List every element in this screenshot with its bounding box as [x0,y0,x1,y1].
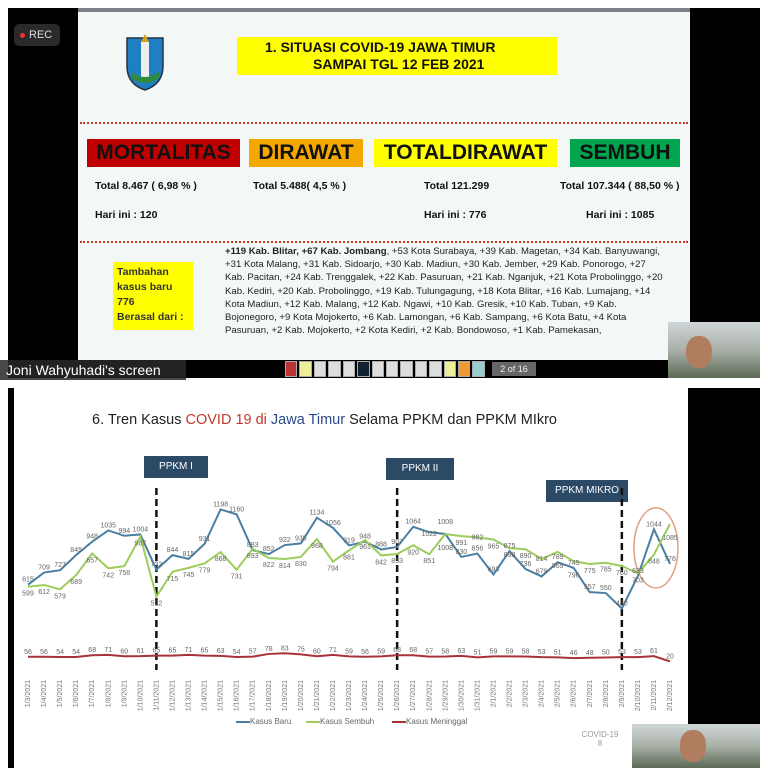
category-dirawat: DIRAWAT [249,139,363,167]
data-label: 54 [56,649,64,657]
x-tick-label: 1/11/2021 [153,680,161,711]
data-label: 75 [296,646,305,654]
data-label: 53 [537,649,546,657]
x-tick-label: 2/7/2021 [586,680,594,708]
data-label: 53 [617,649,626,657]
x-tick-label: 2/10/2021 [634,680,642,712]
data-label: 968 [311,543,323,551]
data-label: 56 [40,648,48,656]
x-tick-label: 1/16/2021 [233,680,241,712]
data-label: 875 [503,543,516,551]
slide-thumbnail[interactable] [328,361,340,377]
divider [80,122,688,124]
data-label: 844 [166,547,179,555]
x-tick-label: 1/9/2021 [121,680,129,708]
x-tick-label: 1/22/2021 [329,680,337,712]
slide-thumbnail[interactable] [386,361,398,377]
category-totaldirawat: TOTALDIRAWAT [374,139,557,167]
x-tick-label: 1/6/2021 [73,680,81,708]
data-label: 883 [246,542,259,550]
x-tick-label: 1/10/2021 [137,680,145,712]
jatim-logo-icon [123,32,167,92]
x-tick-label: 2/6/2021 [570,680,578,708]
data-label: 579 [54,593,66,601]
x-tick-label: 1/31/2021 [474,680,482,712]
data-label: 1022 [421,531,438,539]
data-label: 982 [471,534,484,542]
x-tick-label: 1/3/2021 [25,680,32,708]
slide-thumbnail[interactable] [429,361,441,377]
data-label: 742 [102,572,115,580]
data-label: 83 [280,645,289,653]
data-label: 890 [519,553,532,561]
data-label: 856 [471,545,484,553]
x-tick-label: 1/24/2021 [362,680,370,712]
data-label: 852 [262,546,275,554]
x-tick-label: 1/28/2021 [426,680,434,712]
data-label: 898 [503,552,516,560]
data-label: 60 [313,648,321,656]
data-label: 65 [152,647,161,655]
slide-thumbnail[interactable] [285,361,297,377]
data-label: 1064 [405,518,421,526]
data-label: 703 [632,577,644,585]
data-label: 814 [535,555,548,563]
chart-title: 6. Tren Kasus COVID 19 di Jawa Timur Selama PPKM dan PPKM MIkro [92,412,557,428]
data-label: 430 [616,600,628,608]
data-label: 1198 [213,501,229,509]
category-sembuh: SEMBUH [570,139,680,167]
slide-thumbnail-strip[interactable] [285,361,485,377]
x-tick-label: 1/21/2021 [313,680,321,712]
data-label: 732 [150,561,163,569]
data-label: 848 [648,558,660,566]
data-label: 68 [393,647,402,655]
data-label: 57 [425,648,434,656]
x-tick-label: 1/29/2021 [442,680,450,712]
data-label: 888 [375,541,387,549]
data-label: 857 [86,557,99,565]
data-label: 715 [166,575,179,583]
data-label: 931 [198,535,211,543]
x-tick-label: 1/17/2021 [249,680,257,712]
data-label: 948 [86,533,99,541]
highlight-ellipse [634,508,678,588]
x-tick-label: 2/5/2021 [554,680,562,708]
x-tick-label: 1/5/2021 [57,680,65,708]
x-tick-label: 1/7/2021 [89,680,97,708]
data-label: 776 [664,555,676,563]
data-label: 987 [134,540,147,548]
data-label: 54 [232,649,241,657]
x-tick-label: 1/25/2021 [378,680,386,712]
webcam-video [668,322,760,378]
data-label: 51 [473,649,482,657]
data-label: 63 [457,647,466,655]
data-label: 59 [489,648,498,656]
data-label: 59 [377,648,385,656]
data-label: 78 [264,645,273,653]
data-label: 709 [38,564,50,572]
data-label: 53 [634,649,642,657]
data-label: 814 [278,562,291,570]
data-label: 853 [391,557,403,565]
x-tick-label: 1/20/2021 [297,680,305,712]
data-label: 59 [345,648,353,656]
data-label: 599 [22,590,34,598]
data-label: 991 [455,540,468,548]
totaldirawat-today: Hari ini : 776 [424,209,487,221]
data-label: 56 [24,648,32,656]
data-label: 63 [216,647,225,655]
data-label: 557 [583,584,596,592]
x-tick-label: 1/30/2021 [458,680,466,712]
x-tick-label: 1/12/2021 [169,680,177,712]
data-label: 683 [632,567,644,575]
data-label: 56 [361,648,369,656]
x-tick-label: 1/23/2021 [346,680,353,712]
x-tick-label: 2/4/2021 [538,680,546,708]
data-label: 919 [343,537,355,545]
data-label: 736 [519,561,532,569]
data-label: 1008 [437,544,454,552]
slide-footer: COVID-19 8 [581,730,619,748]
x-tick-label: 1/26/2021 [394,680,402,712]
x-tick-label: 2/11/2021 [650,680,658,711]
record-dot-icon [20,33,25,38]
data-label: 789 [551,554,564,562]
slide-thumbnail[interactable] [472,361,484,377]
slide-thumbnail[interactable] [400,361,412,377]
data-label: 745 [567,559,580,567]
data-label: 760 [616,569,628,577]
data-label: 20 [666,653,674,661]
slide-thumbnail[interactable] [372,361,384,377]
data-label: 881 [343,554,355,562]
data-label: 58 [521,648,530,656]
data-label: 65 [168,647,177,655]
data-label: 550 [599,585,612,593]
slide-thumbnail[interactable] [343,361,355,377]
x-tick-label: 1/8/2021 [105,680,113,708]
x-tick-label: 1/15/2021 [217,680,225,712]
x-tick-label: 2/2/2021 [506,680,514,708]
data-label: 679 [535,568,548,576]
x-tick-label: 1/4/2021 [41,680,49,708]
data-label: 869 [551,562,564,570]
data-label: 68 [409,647,418,655]
data-label: 1035 [100,522,117,530]
data-label: 830 [455,548,468,556]
sembuh-total: Total 107.344 ( 88,50 % ) [560,180,680,192]
mortalitas-today: Hari ini : 120 [95,209,158,221]
x-tick-label: 1/27/2021 [410,680,418,712]
slide-thumbnail[interactable] [314,361,326,377]
data-label: 61 [136,648,145,656]
totaldirawat-total: Total 121.299 [424,180,490,192]
dirawat-total: Total 5.488( 4,5 % ) [253,180,347,192]
data-label: 1160 [229,506,245,514]
data-label: 779 [198,567,211,575]
trend-chart [0,388,688,724]
annotation-ppkm-1: PPKM I [144,456,208,478]
new-cases-box: Tambahan kasus baru 776 Berasal dari : [113,262,193,330]
data-label: 822 [262,561,275,569]
data-label: 815 [182,550,195,558]
annotation-ppkm-2: PPKM II [386,458,454,480]
x-tick-label: 2/8/2021 [602,680,610,708]
data-label: 1085 [662,535,678,543]
data-label: 907 [391,538,403,546]
data-label: 612 [38,589,50,597]
data-label: 1008 [437,518,454,526]
data-label: 965 [487,543,500,551]
data-label: 948 [359,533,371,541]
webcam-video [632,724,760,768]
data-label: 522 [150,600,163,608]
data-label: 68 [88,647,97,655]
data-label: 51 [553,649,562,657]
data-label: 920 [407,549,420,557]
x-tick-label: 1/14/2021 [201,680,209,712]
slide-title: 1. SITUASI COVID-19 JAWA TIMUR SAMPAI TGL 12 FEB 2021 [237,37,557,75]
data-label: 842 [375,559,387,567]
data-label: 71 [329,646,337,654]
slide-thumbnail[interactable] [444,361,456,377]
data-label: 830 [295,560,307,568]
data-label: 48 [585,649,594,657]
slide-thumbnail[interactable] [415,361,427,377]
data-label: 758 [118,570,131,578]
data-label: 994 [118,527,131,535]
data-label: 54 [72,649,81,657]
category-mortalitas: MORTALITAS [87,139,240,167]
data-label: 731 [230,573,243,581]
data-label: 1134 [309,509,325,517]
slide-thumbnail[interactable] [357,361,369,377]
regions-list: +119 Kab. Blitar, +67 Kab. Jombang, +53 Kota Surabaya, +39 Kab. Magetan, +34 Kab. Banyuwangi, +31 Kota Malang, +31 Kab. Sidoarjo, +30 Kab. Madiun, +30 Kab. Jember, +29 Kab. Ponorogo, +27 Kab. Pacitan, +24 Kab. Trenggalek, +22 Kab. Pasuruan, +21 Kab. Nganjuk, +21 Kota Probolinggo, +20 Kab. Kediri, +20 Kab. Probolinggo, +19 Kab. Tulungagung, +18 Kota Blitar, +16 Kab. Lumajang, +14 Kota Madiun, +12 Kab. Malang, +12 Kab. Ngawi, +10 Kab. Gresik, +10 Kab. Tuban, +9 Kab. Bojonegoro, +9 Kota Mojokerto, +6 Kab. Lamongan, +6 Kab. Sampang, +6 Kota Batu, +4 Kota Pasuruan, +2 Kab. Mojokerto, +2 Kota Kediri, +2 Kab. Bondowoso, +1 Kab. Pamekasan, [225,246,663,337]
data-label: 615 [22,576,34,584]
data-label: 58 [441,648,450,656]
data-label: 1004 [132,526,149,534]
data-label: 785 [599,566,612,574]
recording-badge: REC [14,24,60,46]
data-label: 961 [359,544,371,552]
data-label: 60 [120,648,129,656]
x-tick-label: 2/9/2021 [618,680,626,708]
legend-kasus-baru: Kasus Baru [236,717,291,726]
x-tick-label: 2/12/2021 [667,680,674,712]
x-tick-label: 1/19/2021 [281,680,289,712]
data-label: 851 [423,558,436,566]
data-label: 61 [650,648,658,656]
slide-tooltip: 2 of 16 [492,362,536,376]
slide-thumbnail[interactable] [458,361,470,377]
data-label: 868 [214,556,227,564]
x-tick-label: 2/1/2021 [490,680,498,708]
data-label: 1056 [325,519,341,527]
data-label: 845 [70,546,82,554]
legend-kasus-meninggal: Kasus Meninggal [392,717,467,726]
data-label: 689 [70,579,82,587]
data-label: 893 [246,552,259,560]
data-label: 775 [583,568,596,576]
x-tick-label: 2/3/2021 [522,680,530,708]
screen-share-label: Joni Wahyuhadi's screen [0,360,186,380]
divider [80,241,688,243]
data-label: 50 [601,649,610,657]
black-bar [688,388,760,724]
data-label: 46 [569,650,578,658]
data-label: 796 [567,572,580,580]
data-label: 1044 [646,521,662,529]
data-label: 71 [184,646,193,654]
data-label: 727 [54,562,66,570]
legend-kasus-sembuh: Kasus Sembuh [306,717,374,726]
data-label: 57 [248,648,257,656]
sembuh-today: Hari ini : 1085 [586,209,655,221]
data-label: 794 [327,565,339,573]
data-label: 693 [487,566,500,574]
data-label: 65 [200,647,209,655]
data-label: 745 [182,571,195,579]
slide-thumbnail[interactable] [299,361,311,377]
x-tick-label: 1/18/2021 [265,680,273,712]
data-label: 71 [104,646,113,654]
data-label: 922 [278,537,291,545]
data-label: 59 [505,648,514,656]
x-tick-label: 1/13/2021 [185,680,193,712]
mortalitas-total: Total 8.467 ( 6,98 % ) [95,180,197,192]
annotation-ppkm-mikro: PPKM MIKRO [546,480,628,502]
data-label: 935 [295,535,307,543]
